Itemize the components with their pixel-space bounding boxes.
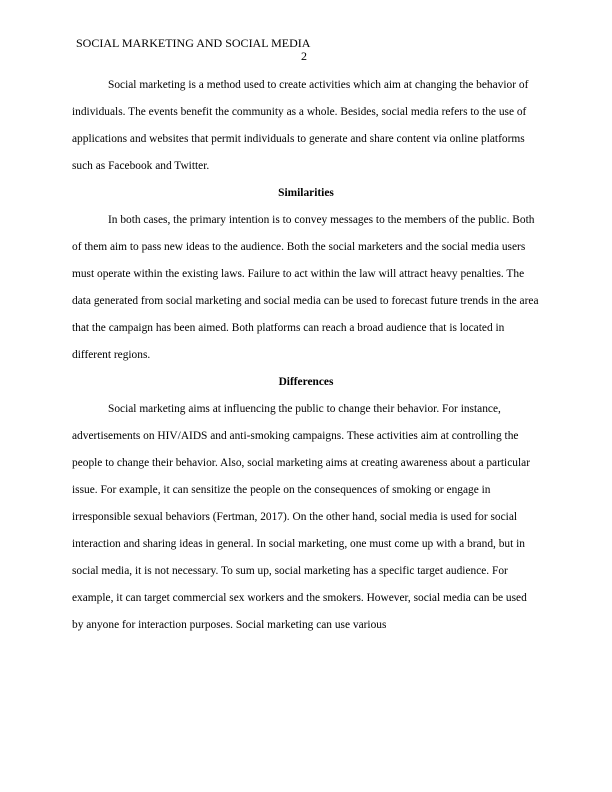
differences-paragraph: Social marketing aims at influencing the public to change their behavior. For instance, advertisements on HIV/AIDS and anti-smoking campaigns. These activities aim at controlling the people to change their behavior. Also, social marketing aims at creating awareness about a particular issue. For example, it can sensitize the people on the consequences of smoking or engage in irresponsible sexual behaviors (Fertman, 2017). On the other hand, social media is used for social interaction and sharing ideas in general. In social marketing, one must come up with a brand, but in social media, it is not necessary. To sum up, social marketing has a specific target audience. For example, it can target commercial sex workers and the smokers. However, social media can be used by anyone for interaction purposes. Social marketing can use various [72, 403, 530, 631]
similarities-heading: Similarities [278, 187, 334, 199]
intro-paragraph: Social marketing is a method used to create activities which aim at changing the behavior of individuals. The events benefit the community as a whole. Besides, social media refers to the use of applications and websites that permit individuals to generate and share content via online platforms such as Facebook and Twitter. [72, 79, 529, 172]
page-number: 2 [301, 49, 307, 63]
differences-heading: Differences [278, 376, 334, 388]
document-body [72, 72, 540, 639]
running-head: SOCIAL MARKETING AND SOCIAL MEDIA [76, 36, 311, 50]
similarities-paragraph: In both cases, the primary intention is to convey messages to the members of the public. Both of them aim to pass new ideas to the audience. Both the social marketers and the social media users must operate within the existing laws. Failure to act within the law will attract heavy penalties. The data generated from social marketing and social media can be used to forecast future trends in the area that the campaign has been aimed. Both platforms can reach a broad audience that is located in different regions. [72, 214, 539, 361]
